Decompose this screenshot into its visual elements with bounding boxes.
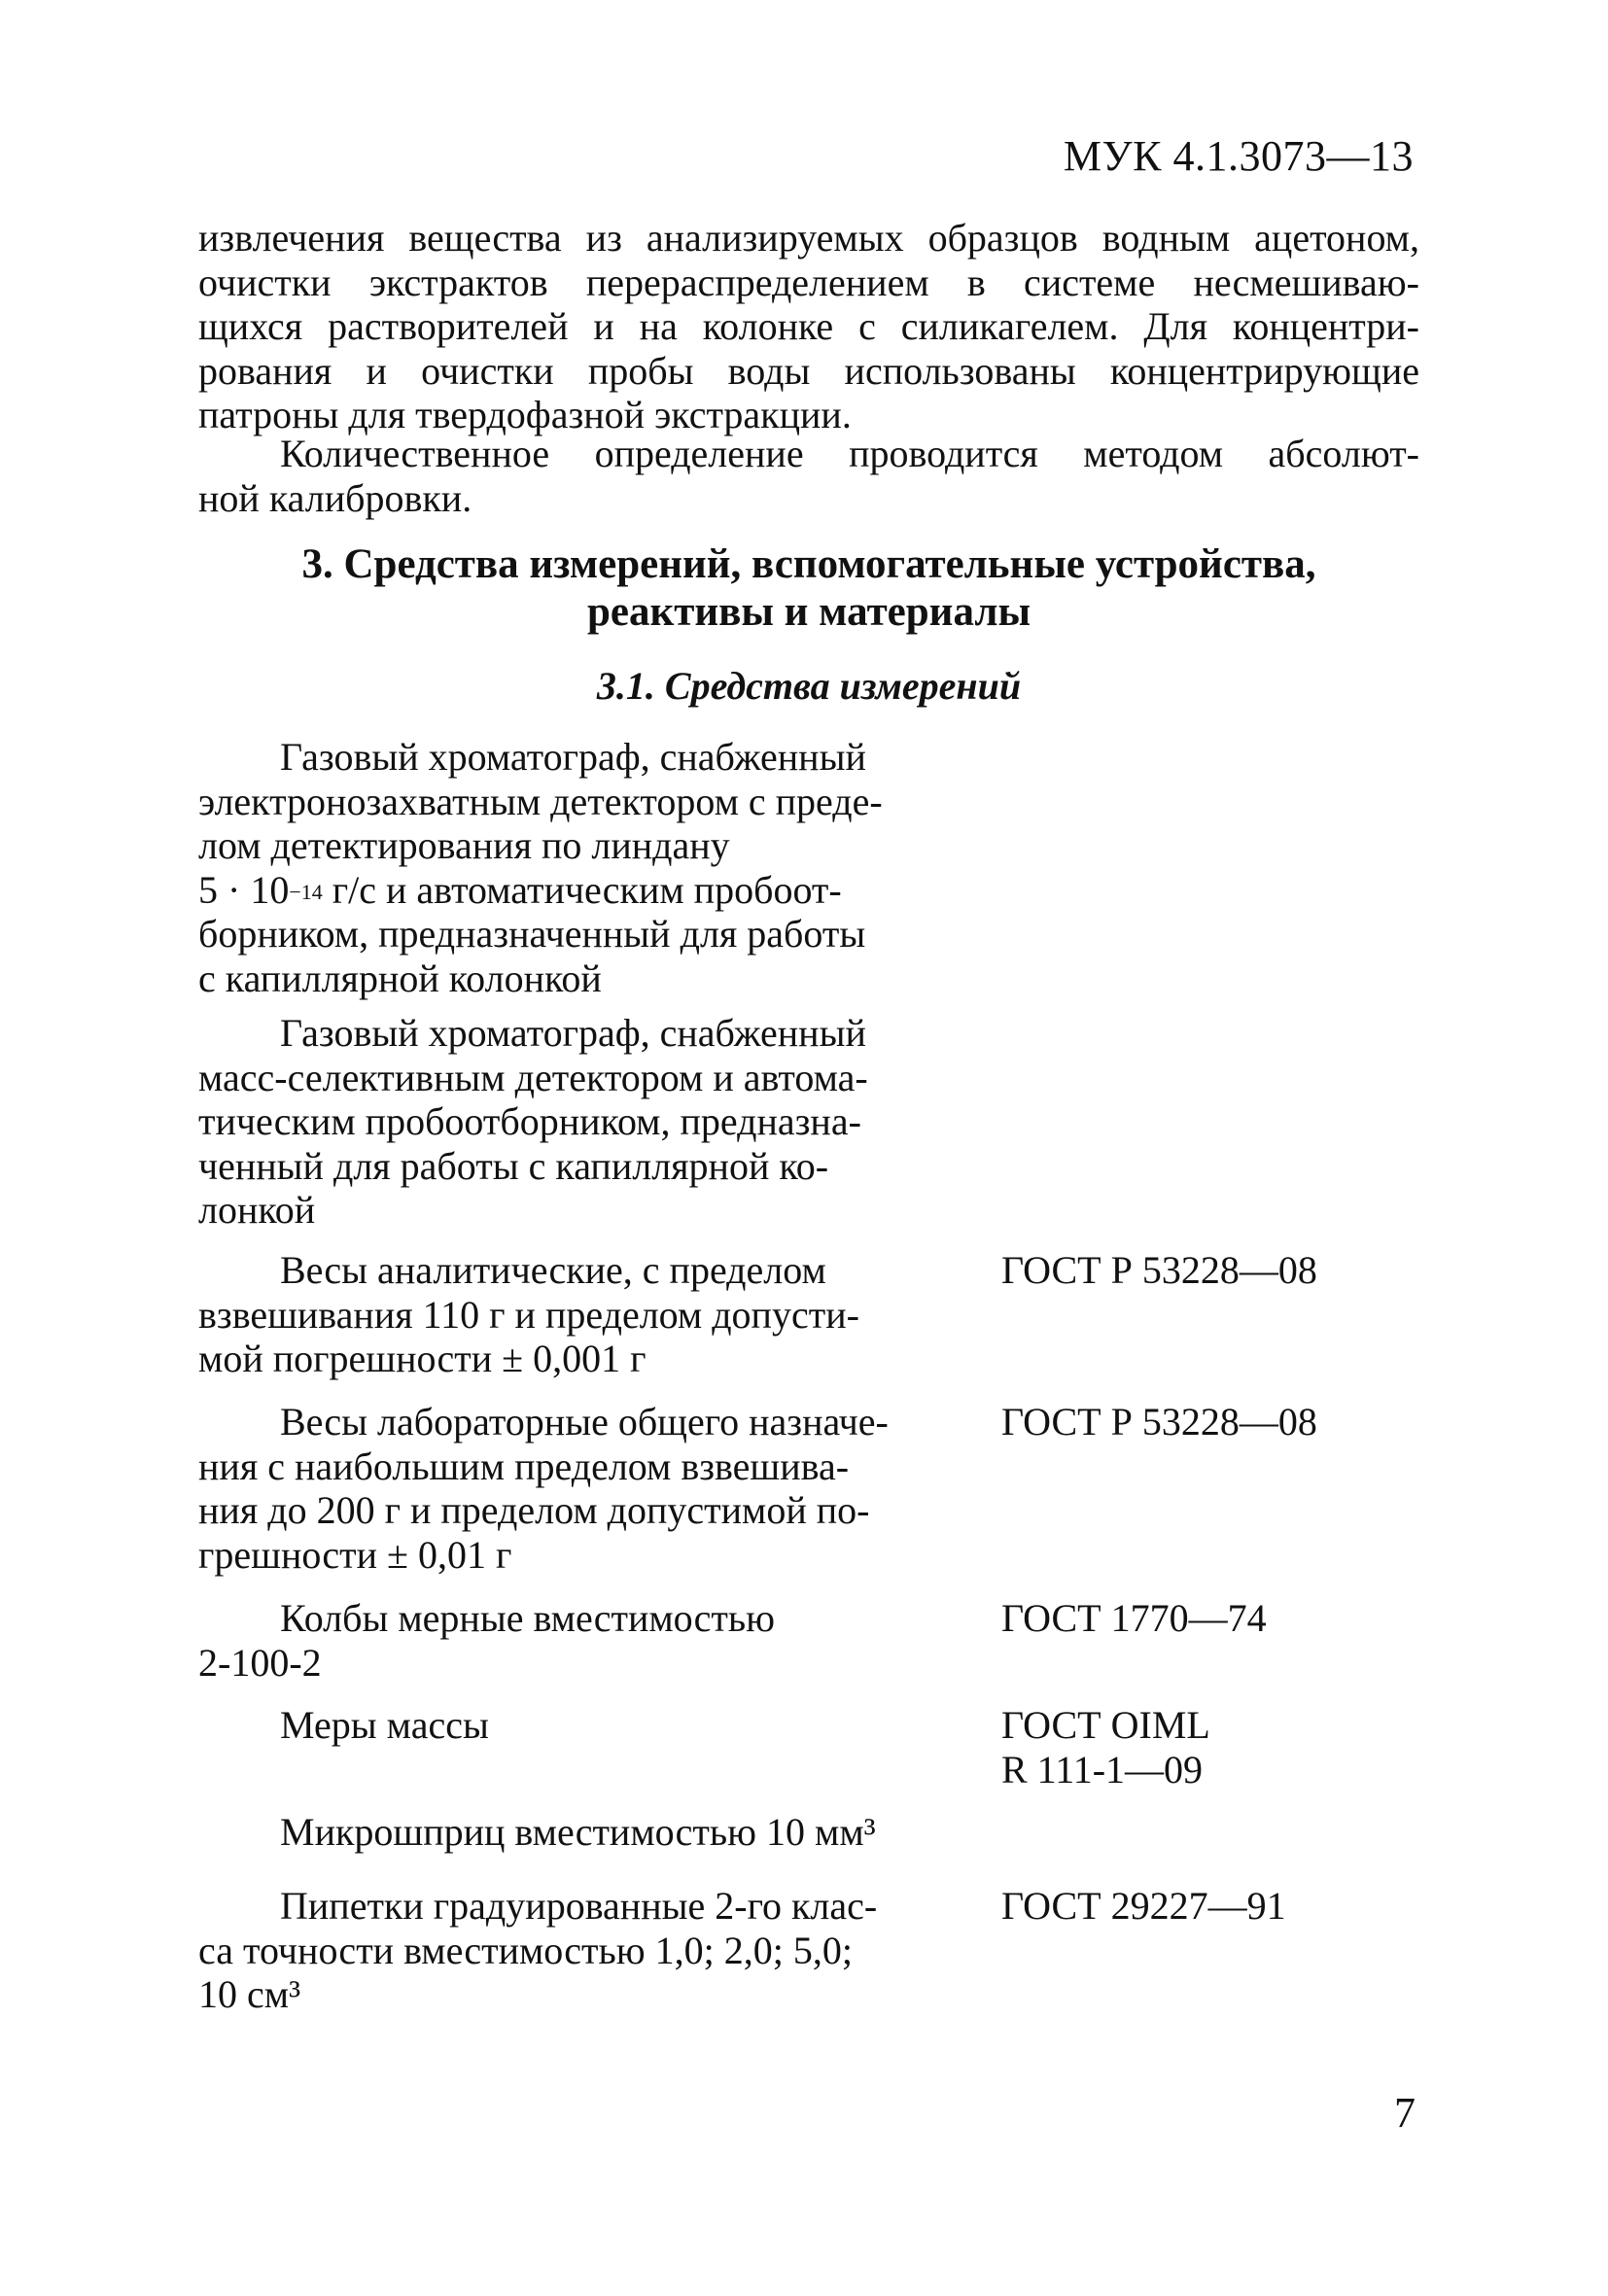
text-line: щихся растворителей и на колонке с силикагелем. Для концентри- xyxy=(198,304,1419,348)
text-line: Газовый хроматограф, снабженный xyxy=(280,1011,866,1055)
instrument-description xyxy=(198,1810,947,1855)
text-line: Пипетки градуированные 2-го клас- xyxy=(280,1884,878,1928)
instrument-description xyxy=(198,1248,947,1381)
text-line: Колбы мерные вместимостью xyxy=(280,1596,776,1640)
text-line: ной калибровки. xyxy=(198,475,472,520)
intro-paragraph-2 xyxy=(198,432,1419,520)
text-line: Количественное определение проводится методом абсолют- xyxy=(280,432,1419,475)
text-line: с капиллярной колонкой xyxy=(198,956,602,1000)
standard-line: ГОСТ Р 53228—08 xyxy=(1001,1248,1317,1292)
standard-reference xyxy=(1001,1703,1210,1792)
standard-reference xyxy=(1001,1248,1317,1293)
standard-line: ГОСТ 29227—91 xyxy=(1001,1884,1286,1928)
page-number: 7 xyxy=(1394,2089,1416,2137)
standard-reference xyxy=(1001,1596,1267,1641)
text-line: $5 \cdot 10^{-14}$ г/с и автоматическим пробоот- xyxy=(198,867,842,912)
instrument-description xyxy=(198,1011,947,1233)
text-line: Весы лабораторные общего назначе- xyxy=(280,1400,889,1444)
standard-reference xyxy=(1001,1884,1286,1929)
text-line: ния с наибольшим пределом взвешива- xyxy=(198,1444,850,1488)
text-line: борником, предназначенный для работы xyxy=(198,912,866,956)
text-line: очистки экстрактов перераспределением в системе несмешиваю- xyxy=(198,260,1419,304)
text-line: Весы аналитические, с пределом xyxy=(280,1248,826,1292)
text-line: грешности ± 0,01 г xyxy=(198,1532,512,1577)
standard-reference xyxy=(1001,1400,1317,1444)
text-line: ченный для работы с капиллярной ко- xyxy=(198,1143,829,1188)
instrument-description xyxy=(198,1400,947,1577)
text-line: электронозахватным детектором с преде- xyxy=(198,779,883,823)
standard-line: R 111-1—09 xyxy=(1001,1747,1204,1792)
text-line: са точности вместимостью 1,0; 2,0; 5,0; xyxy=(198,1928,853,1972)
text-line: мой погрешности ± 0,001 г xyxy=(198,1337,647,1380)
standard-line: ГОСТ Р 53228—08 xyxy=(1001,1400,1317,1444)
text-line: тическим пробоотборником, предназна- xyxy=(198,1099,861,1143)
instrument-description xyxy=(198,1596,947,1685)
intro-paragraph-1 xyxy=(198,216,1419,437)
instrument-description xyxy=(198,1703,947,1748)
text-line: 10 см³ xyxy=(198,1972,301,2016)
instrument-description xyxy=(198,735,947,1000)
text-line: ния до 200 г и пределом допустимой по- xyxy=(198,1488,870,1532)
section-title-line: 3. Средства измерений, вспомогательные устройства, xyxy=(301,541,1316,587)
text-line: рования и очистки пробы воды использованы концентрирующие xyxy=(198,348,1419,393)
text-line: Микрошприц вместимостью 10 мм³ xyxy=(280,1810,876,1854)
exponent: −14 xyxy=(289,879,323,904)
text-line: взвешивания 110 г и пределом допусти- xyxy=(198,1292,859,1337)
text-line: масс-селективным детектором и автома- xyxy=(198,1055,868,1099)
text-line: патроны для твердофазной экстракции. xyxy=(198,393,852,436)
text-line: извлечения вещества из анализируемых образцов водным ацетоном, xyxy=(198,216,1419,260)
text-line: 2-100-2 xyxy=(198,1640,322,1685)
section-title-line: реактивы и материалы xyxy=(586,589,1031,635)
instrument-description xyxy=(198,1884,947,2017)
standard-line: ГОСТ 1770—74 xyxy=(1001,1596,1267,1640)
text-line: Меры массы xyxy=(280,1703,489,1747)
text-line: лом детектирования по линдану xyxy=(198,823,730,867)
text-line: лонкой xyxy=(198,1188,316,1232)
text-line: Газовый хроматограф, снабженный xyxy=(280,735,866,779)
section-title xyxy=(198,540,1419,636)
document-code-header: МУК 4.1.3073—13 xyxy=(1063,132,1414,180)
standard-line: ГОСТ OIML xyxy=(1001,1703,1210,1747)
subsection-title: 3.1. Средства измерений xyxy=(596,664,1022,708)
